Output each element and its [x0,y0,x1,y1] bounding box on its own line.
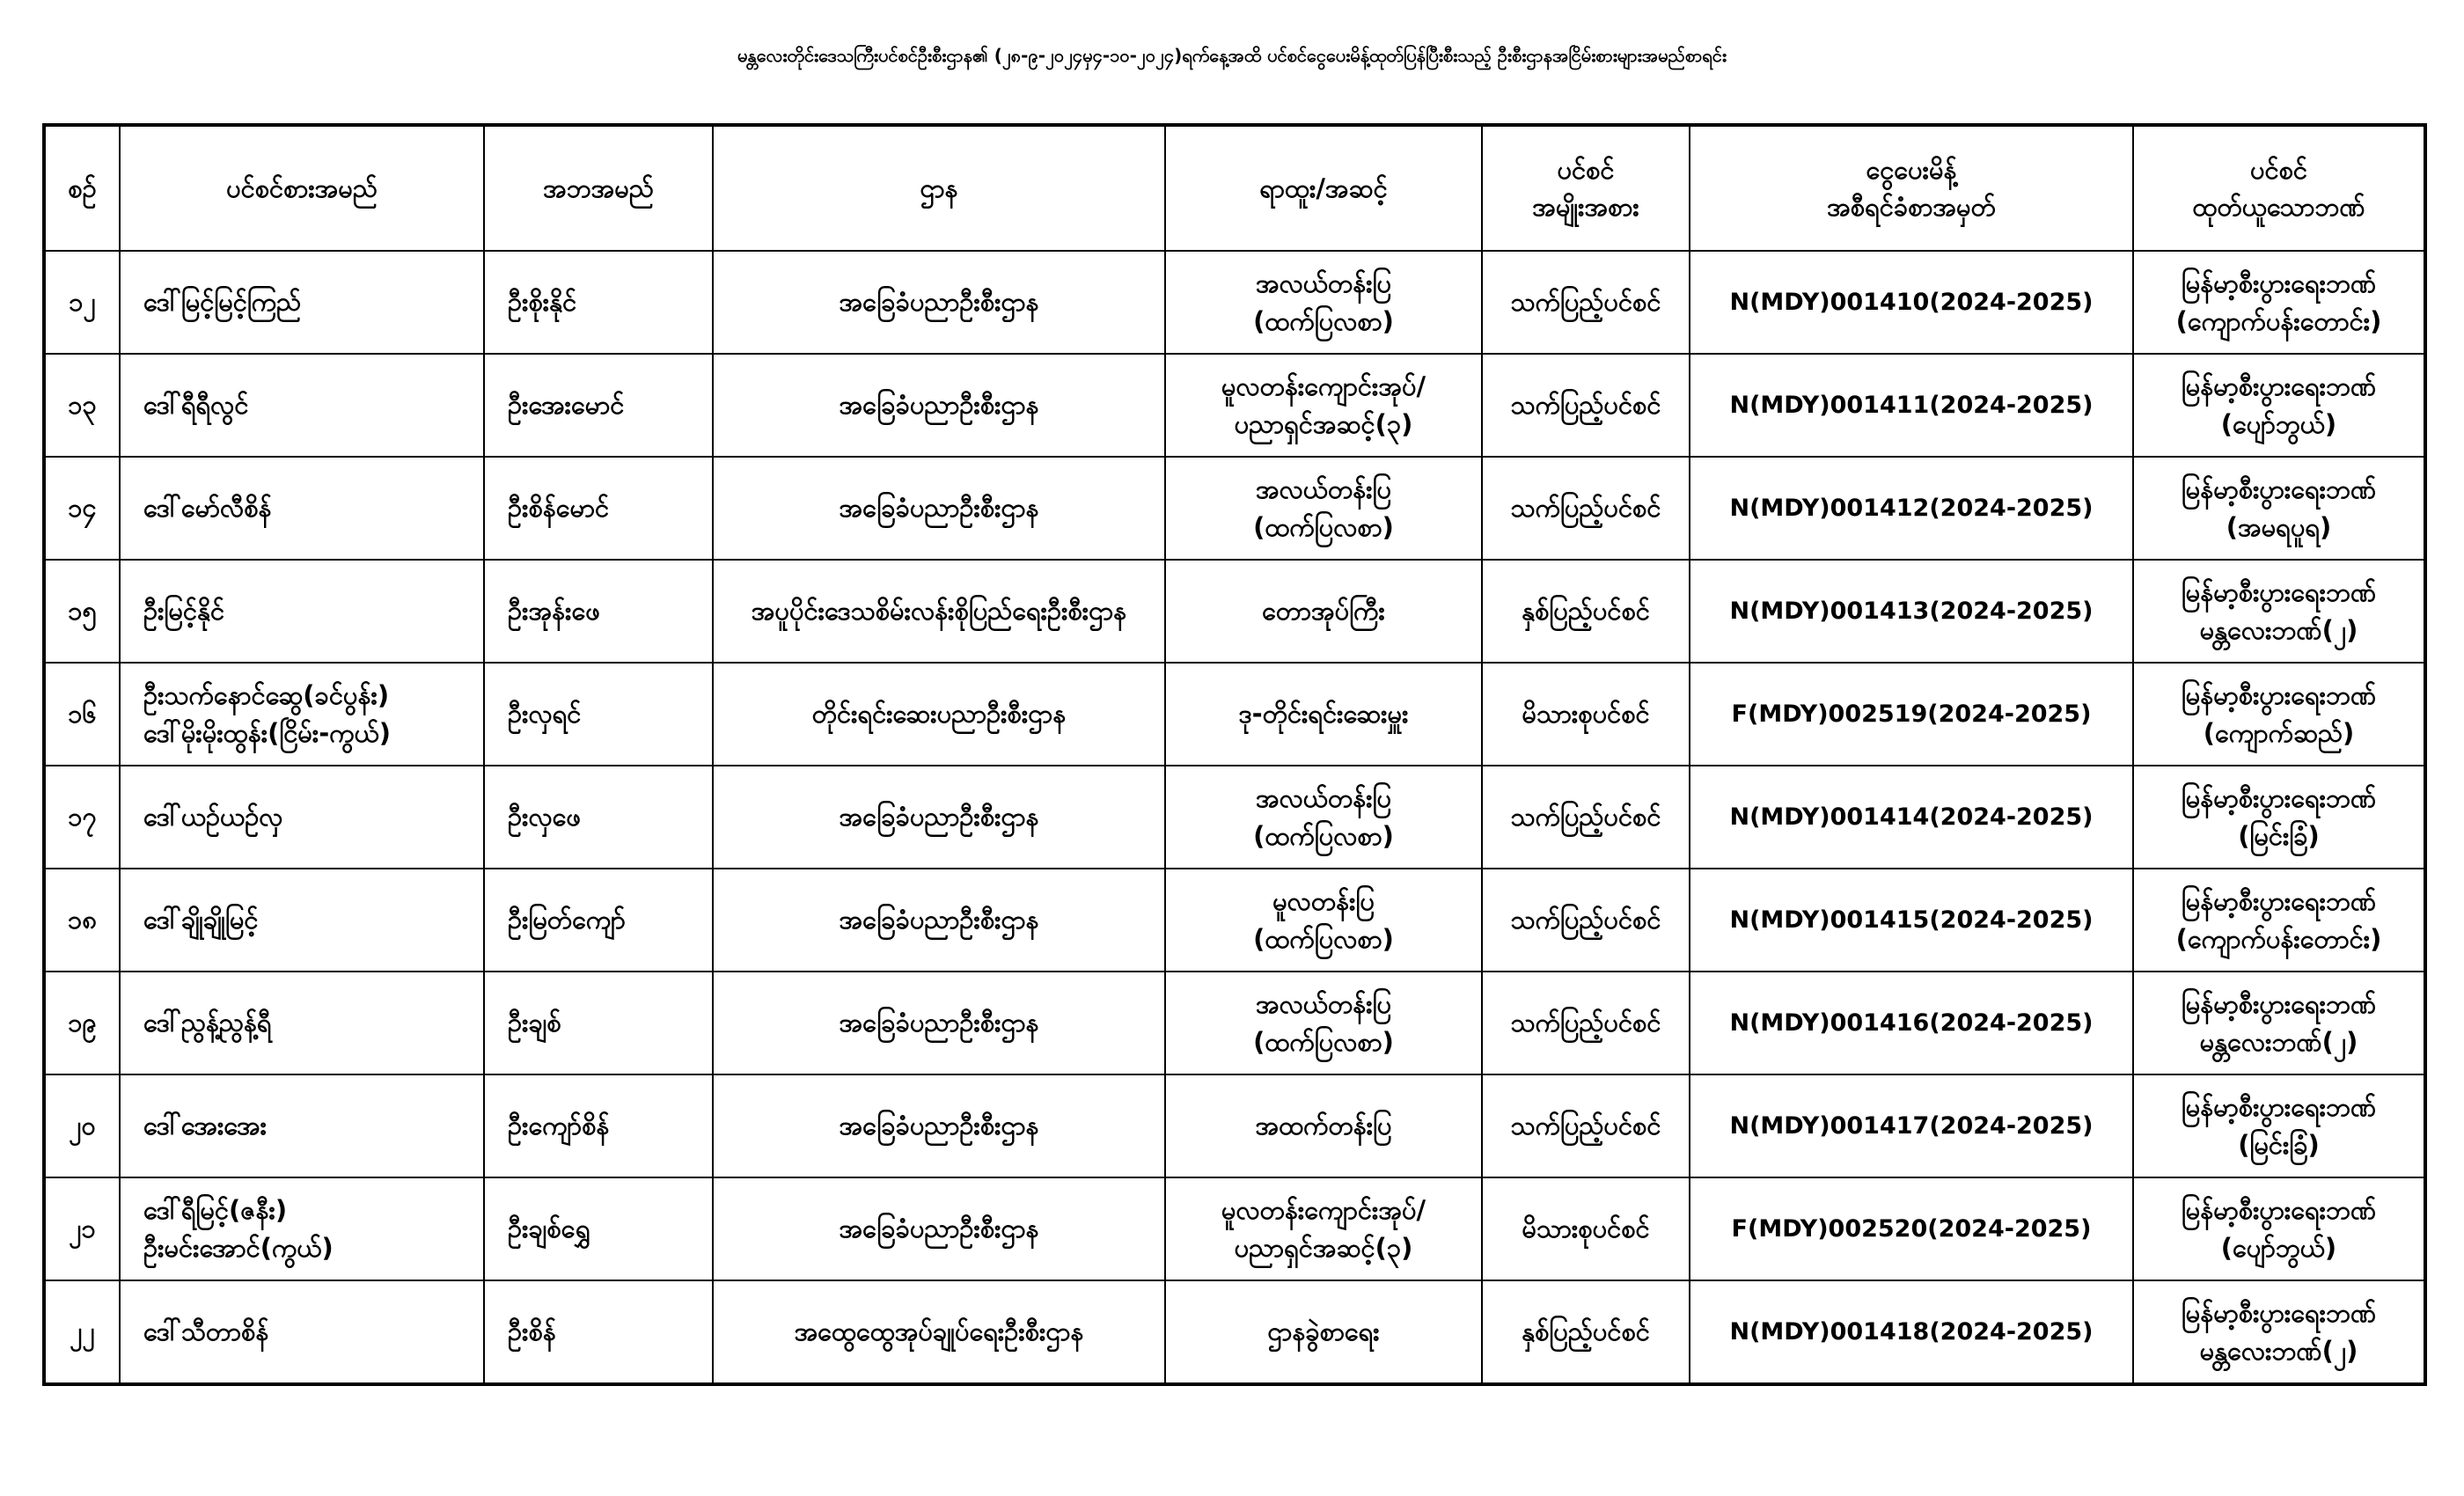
cell-order-number [1690,663,2133,766]
cell-rank-text: အလယ်တန်းပြ [1256,989,1391,1020]
cell-bank-text: မြန်မာ့စီးပွားရေးဘဏ် [2181,1195,2377,1226]
cell-rank-text: တောအုပ်ကြီး [1262,596,1385,627]
cell-bank-text: မြန်မာ့စီးပွားရေးဘဏ် [2181,989,2377,1020]
cell-pension-type-text: သက်ပြည့်ပင်စင် [1510,287,1661,318]
cell-no-text: ၁၇ [68,802,97,832]
cell-bank [2133,1280,2425,1384]
cell-rank [1165,1074,1482,1177]
cell-pension-type-text: မိသားစုပင်စင် [1522,699,1650,730]
cell-no-text: ၁၃ [68,390,97,421]
cell-father-name [484,251,713,354]
cell-order-number [1690,766,2133,869]
cell-pensioner-name-text: ဒေါ်အေးအေး [143,1111,268,1141]
cell-pension-type-text: သက်ပြည့်ပင်စင် [1510,905,1661,935]
cell-bank [2133,663,2425,766]
cell-pension-type [1482,869,1690,972]
column-header-line: စဉ် [68,172,97,203]
cell-pensioner-name [120,560,484,663]
table-row [44,354,2425,457]
cell-order-number-text: F(MDY)002520(2024-2025) [1731,1214,2092,1243]
cell-department [713,869,1165,972]
cell-order-number-text: N(MDY)001410(2024-2025) [1729,288,2094,316]
cell-department [713,1280,1165,1384]
cell-pensioner-name-text: ဦးသက်နောင်ဆွေ(ခင်ပွန်း) [143,680,390,711]
cell-bank-text: မန္တလေးဘဏ်(၂) [2199,1335,2358,1366]
cell-pensioner-name-text: ဒေါ်မြင့်မြင့်ကြည် [143,287,302,318]
cell-father-name-text: ဦးစိန် [508,1316,556,1347]
cell-rank [1165,869,1482,972]
cell-order-number-text: N(MDY)001416(2024-2025) [1729,1008,2094,1037]
cell-rank-text: ဒု-တိုင်းရင်းဆေးမှူး [1238,699,1409,730]
cell-order-number [1690,251,2133,354]
cell-order-number-text: F(MDY)002519(2024-2025) [1731,700,2092,728]
cell-pension-type [1482,457,1690,560]
cell-department [713,1177,1165,1280]
cell-order-number [1690,354,2133,457]
cell-order-number [1690,560,2133,663]
cell-bank-text: မန္တလေးဘဏ်(၂) [2199,1026,2358,1057]
cell-rank-text: မူလတန်းပြ [1272,886,1375,917]
cell-pensioner-name [120,1177,484,1280]
cell-bank-text: မြန်မာ့စီးပွားရေးဘဏ် [2181,474,2377,505]
cell-father-name-text: ဦးလှဖေ [508,802,581,832]
cell-pension-type-text: နှစ်ပြည့်ပင်စင် [1522,1316,1650,1347]
column-header-line: ပင်စင် [2249,154,2308,185]
cell-pensioner-name-text: ဒေါ်ညွန့်ညွန့်ရီ [143,1008,272,1038]
cell-rank-text: ဌာနခွဲစာရေး [1267,1316,1380,1347]
cell-father-name [484,972,713,1074]
cell-pensioner-name-text: ဒေါ်ယဉ်ယဉ်လှ [143,802,283,832]
cell-rank-text: (ထက်ပြလစာ) [1253,511,1394,542]
cell-rank-text: အလယ်တန်းပြ [1256,474,1391,505]
document-title: မန္တလေးတိုင်းဒေသကြီးပင်စင်ဦးစီးဌာန၏ (၂၈-၉-၂၀၂၄မှ၄-၁၀-၂၀၂၄)ရက်နေ့အထိ ပင်စင်ငွေပေးမိန့်ထုတ်ပြန်ပြီးစီးသည့် ဦးစီးဌာနအငြိမ်းစားများအမည်စာရင်း [737,45,1727,66]
column-header-rank [1165,125,1482,251]
cell-no [44,766,120,869]
cell-pension-type-text: သက်ပြည့်ပင်စင် [1510,1111,1661,1141]
cell-bank-text: မန္တလေးဘဏ်(၂) [2199,614,2358,645]
cell-no-text: ၁၈ [68,905,97,935]
column-header-line: အဘအမည် [543,172,654,203]
cell-pensioner-name-text: ဒေါ်ရီရီလွင် [143,390,249,421]
column-header-line: ပင်စင်စားအမည် [226,172,378,203]
column-header-line: ထုတ်ယူသောဘဏ် [2192,192,2365,222]
cell-pensioner-name-text: ဦးမြင့်နိုင် [143,596,225,627]
cell-order-number-text: N(MDY)001412(2024-2025) [1729,494,2094,522]
cell-order-number-text: N(MDY)001415(2024-2025) [1729,906,2094,934]
cell-father-name [484,869,713,972]
cell-pensioner-name [120,972,484,1074]
cell-bank-text: (ပျော်ဘွယ်) [2220,1232,2337,1263]
cell-bank-text: (မြင်းခြံ) [2238,820,2320,851]
cell-no-text: ၁၆ [68,699,97,730]
column-header-bank [2133,125,2425,251]
cell-father-name [484,354,713,457]
cell-no [44,663,120,766]
cell-department-text: အခြေခံပညာဦးစီးဌာန [839,493,1039,524]
column-header-line: ငွေပေးမိန့် [1866,154,1957,185]
cell-department-text: အခြေခံပညာဦးစီးဌာန [839,1008,1039,1038]
cell-pensioner-name [120,1074,484,1177]
table-row [44,1177,2425,1280]
cell-order-number-text: N(MDY)001413(2024-2025) [1729,597,2094,625]
cell-pension-type [1482,1074,1690,1177]
cell-department-text: အခြေခံပညာဦးစီးဌာန [839,905,1039,935]
cell-pensioner-name-text: ဒေါ်သီတာစိန် [143,1316,269,1347]
cell-rank-text: အထက်တန်းပြ [1255,1111,1392,1141]
cell-department [713,766,1165,869]
cell-father-name-text: ဦးအုန်းဖေ [508,596,600,627]
cell-order-number-text: N(MDY)001418(2024-2025) [1729,1317,2094,1346]
table-body [44,251,2425,1384]
cell-rank-text: အလယ်တန်းပြ [1256,783,1391,814]
cell-department-text: တိုင်းရင်းဆေးပညာဦးစီးဌာန [811,699,1067,730]
column-header-line: အမျိုးအစား [1532,192,1639,222]
cell-no [44,251,120,354]
table-row [44,560,2425,663]
cell-bank [2133,1074,2425,1177]
cell-pension-type [1482,663,1690,766]
cell-bank [2133,354,2425,457]
cell-pensioner-name [120,869,484,972]
cell-father-name-text: ဦးလှရင် [508,699,582,730]
cell-department [713,972,1165,1074]
cell-rank [1165,663,1482,766]
cell-father-name [484,766,713,869]
cell-bank-text: (ကျောက်ဆည်) [2203,717,2355,748]
cell-order-number [1690,869,2133,972]
cell-bank-text: မြန်မာ့စီးပွားရေးဘဏ် [2181,577,2377,608]
cell-father-name [484,1280,713,1384]
cell-bank-text: မြန်မာ့စီးပွားရေးဘဏ် [2181,1298,2377,1329]
cell-pension-type-text: သက်ပြည့်ပင်စင် [1510,1008,1661,1038]
cell-pension-type [1482,560,1690,663]
cell-bank [2133,1177,2425,1280]
cell-bank-text: မြန်မာ့စီးပွားရေးဘဏ် [2181,783,2377,814]
cell-no [44,457,120,560]
cell-no [44,560,120,663]
cell-department [713,354,1165,457]
cell-rank-text: (ထက်ပြလစာ) [1253,305,1394,336]
cell-rank-text: မူလတန်းကျောင်းအုပ်/ [1221,371,1426,402]
column-header-line: ပင်စင် [1557,154,1615,185]
cell-order-number-text: N(MDY)001414(2024-2025) [1729,803,2094,831]
cell-rank [1165,766,1482,869]
cell-no [44,354,120,457]
cell-rank [1165,560,1482,663]
cell-father-name-text: ဦးအေးမောင် [508,390,625,421]
cell-rank-text: မူလတန်းကျောင်းအုပ်/ [1221,1195,1426,1226]
table-row [44,457,2425,560]
cell-pensioner-name-text: ဒေါ်မော်လီစိန် [143,493,272,524]
cell-rank [1165,1280,1482,1384]
cell-no [44,869,120,972]
table-row [44,663,2425,766]
column-header-pensioner-name [120,125,484,251]
cell-order-number [1690,972,2133,1074]
cell-no-text: ၁၉ [68,1008,97,1038]
cell-rank-text: ပညာရှင်အဆင့်(၃) [1234,408,1413,439]
table-row [44,1074,2425,1177]
cell-department [713,251,1165,354]
cell-pensioner-name [120,766,484,869]
cell-order-number-text: N(MDY)001417(2024-2025) [1729,1111,2094,1140]
column-header-line: ရာထူး/အဆင့် [1259,172,1388,203]
column-header-pension-type [1482,125,1690,251]
cell-pension-type [1482,1280,1690,1384]
cell-order-number [1690,457,2133,560]
column-header-line: အစီရင်ခံစာအမှတ် [1827,192,1996,222]
cell-pensioner-name [120,251,484,354]
cell-pension-type [1482,972,1690,1074]
cell-no [44,1280,120,1384]
cell-pension-type [1482,1177,1690,1280]
cell-department-text: အခြေခံပညာဦးစီးဌာန [839,1111,1039,1141]
cell-no-text: ၁၅ [68,596,97,627]
cell-father-name-text: ဦးချစ်ရွှေ [508,1214,590,1244]
cell-pensioner-name [120,663,484,766]
cell-father-name-text: ဦးကျော်စိန် [508,1111,610,1141]
cell-bank [2133,766,2425,869]
cell-bank-text: မြန်မာ့စီးပွားရေးဘဏ် [2181,1092,2377,1123]
cell-pensioner-name-text: ဒေါ်ချိုချိုမြင့် [143,905,259,935]
cell-bank-text: (အမရပူရ) [2226,511,2332,542]
cell-no-text: ၂၀ [69,1111,96,1141]
cell-order-number [1690,1074,2133,1177]
cell-rank [1165,251,1482,354]
cell-rank-text: (ထက်ပြလစာ) [1253,1026,1394,1057]
cell-bank [2133,560,2425,663]
cell-pension-type [1482,766,1690,869]
column-header-father-name [484,125,713,251]
cell-department [713,1074,1165,1177]
cell-no-text: ၂၁ [69,1214,96,1244]
cell-department [713,457,1165,560]
cell-pension-type-text: သက်ပြည့်ပင်စင် [1510,802,1661,832]
cell-pensioner-name-text: ဒေါ်မိုးမိုးထွန်း(ငြိမ်း-ကွယ်) [143,717,392,748]
cell-bank [2133,457,2425,560]
cell-bank [2133,972,2425,1074]
cell-pensioner-name [120,354,484,457]
pensioner-table [42,123,2427,1386]
table-row [44,869,2425,972]
cell-father-name [484,560,713,663]
cell-father-name-text: ဦးစိန်မောင် [508,493,610,524]
cell-department [713,560,1165,663]
cell-department-text: အခြေခံပညာဦးစီးဌာန [839,802,1039,832]
cell-pensioner-name-text: ဦးမင်းအောင်(ကွယ်) [143,1232,334,1263]
cell-father-name-text: ဦးမြတ်ကျော် [508,905,626,935]
cell-rank-text: အလယ်တန်းပြ [1256,268,1391,299]
cell-pension-type-text: သက်ပြည့်ပင်စင် [1510,390,1661,421]
cell-order-number [1690,1280,2133,1384]
cell-department-text: အပူပိုင်းဒေသစိမ်းလန်းစိုပြည်ရေးဦးစီးဌာန [751,596,1127,627]
cell-rank-text: (ထက်ပြလစာ) [1253,923,1394,954]
cell-bank-text: မြန်မာ့စီးပွားရေးဘဏ် [2181,680,2377,711]
cell-department [713,663,1165,766]
cell-bank-text: (မြင်းခြံ) [2238,1129,2320,1160]
cell-pension-type-text: မိသားစုပင်စင် [1522,1214,1650,1244]
column-header-order-number [1690,125,2133,251]
cell-rank [1165,972,1482,1074]
cell-bank-text: မြန်မာ့စီးပွားရေးဘဏ် [2181,371,2377,402]
cell-order-number-text: N(MDY)001411(2024-2025) [1729,391,2094,419]
column-header-no [44,125,120,251]
cell-rank-text: (ထက်ပြလစာ) [1253,820,1394,851]
table-row [44,251,2425,354]
cell-pensioner-name-text: ဒေါ်ရီမြင့်(ဇနီး) [143,1195,288,1226]
column-header-line: ဌာန [920,172,958,203]
cell-pensioner-name [120,457,484,560]
cell-father-name [484,457,713,560]
cell-department-text: အထွေထွေအုပ်ချုပ်ရေးဦးစီးဌာန [794,1316,1084,1347]
cell-no-text: ၁၂ [69,287,96,318]
cell-no [44,972,120,1074]
cell-department-text: အခြေခံပညာဦးစီးဌာန [839,287,1039,318]
cell-bank-text: (ပျော်ဘွယ်) [2220,408,2337,439]
cell-order-number [1690,1177,2133,1280]
cell-no-text: ၂၂ [70,1316,95,1347]
cell-pensioner-name [120,1280,484,1384]
cell-pension-type [1482,251,1690,354]
cell-bank [2133,869,2425,972]
cell-rank-text: ပညာရှင်အဆင့်(၃) [1234,1232,1413,1263]
cell-bank-text: မြန်မာ့စီးပွားရေးဘဏ် [2181,886,2377,917]
cell-father-name-text: ဦးချစ် [508,1008,561,1038]
cell-bank-text: မြန်မာ့စီးပွားရေးဘဏ် [2181,268,2377,299]
cell-no-text: ၁၄ [68,493,97,524]
column-header-department [713,125,1165,251]
table-row [44,766,2425,869]
cell-department-text: အခြေခံပညာဦးစီးဌာန [839,390,1039,421]
cell-rank [1165,354,1482,457]
cell-rank [1165,1177,1482,1280]
cell-no [44,1177,120,1280]
cell-father-name [484,1177,713,1280]
cell-father-name [484,1074,713,1177]
cell-pension-type-text: နှစ်ပြည့်ပင်စင် [1522,596,1650,627]
cell-department-text: အခြေခံပညာဦးစီးဌာန [839,1214,1039,1244]
cell-father-name-text: ဦးစိုးနိုင် [508,287,577,318]
cell-bank [2133,251,2425,354]
table-row [44,972,2425,1074]
cell-pension-type-text: သက်ပြည့်ပင်စင် [1510,493,1661,524]
table-header-row [44,125,2425,251]
cell-bank-text: (ကျောက်ပန်းတောင်း) [2175,305,2382,336]
table-row [44,1280,2425,1384]
cell-rank [1165,457,1482,560]
cell-no [44,1074,120,1177]
cell-bank-text: (ကျောက်ပန်းတောင်း) [2175,923,2382,954]
cell-father-name [484,663,713,766]
cell-pension-type [1482,354,1690,457]
